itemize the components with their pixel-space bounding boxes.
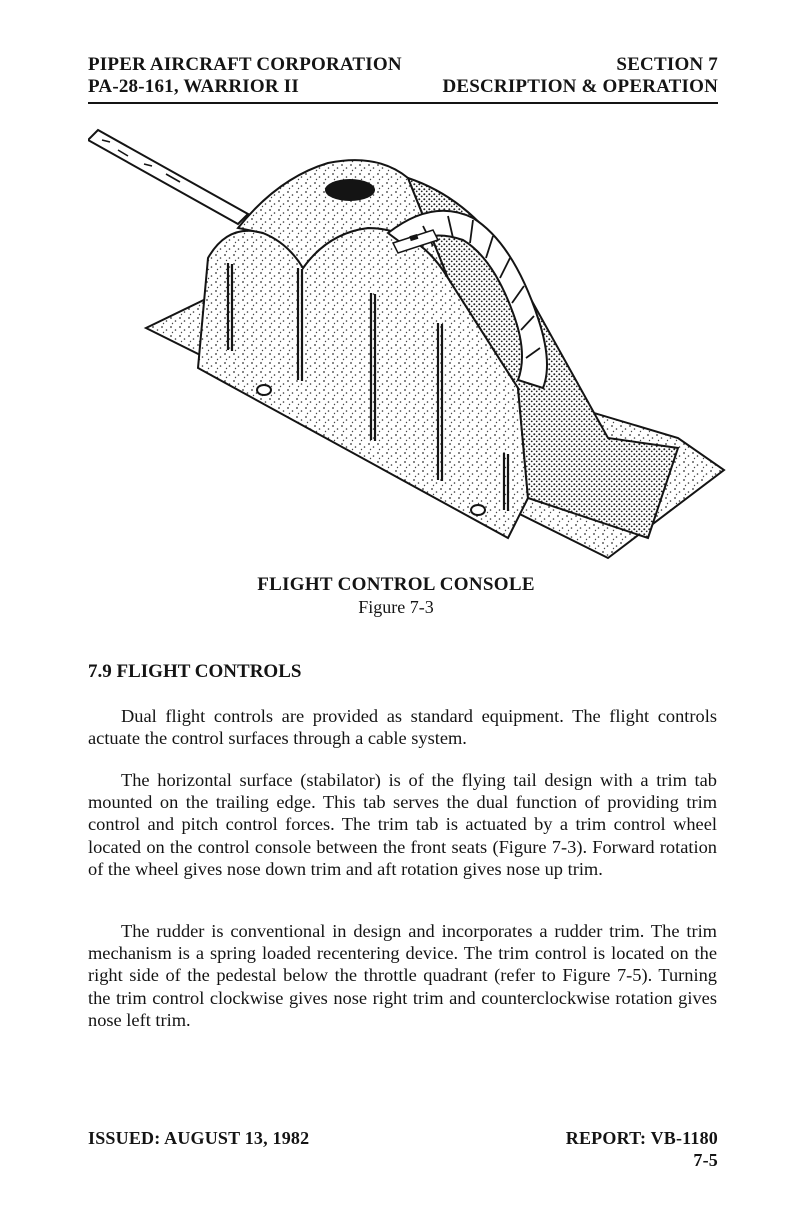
header-model: PA-28-161, WARRIOR II bbox=[88, 76, 299, 97]
control-lever bbox=[88, 130, 248, 224]
figure-title: FLIGHT CONTROL CONSOLE bbox=[257, 574, 535, 595]
screw bbox=[257, 385, 271, 395]
screw bbox=[471, 505, 485, 515]
flight-control-console-illustration bbox=[88, 118, 728, 580]
figure-number: Figure 7-3 bbox=[358, 597, 434, 617]
paragraph: The horizontal surface (stabilator) is of the flying tail design with a trim tab mounted on the trailing edge. This tab serves the dual function of providing trim control and pitch control forces. The trim tab is actuated by a trim control wheel located on the control console between the front seats (Figure 7-3). Forward rotation of the wheel gives nose down trim and aft rotation gives nose up trim. bbox=[88, 770, 717, 879]
header-section-title: DESCRIPTION & OPERATION bbox=[442, 76, 718, 97]
header-company: PIPER AIRCRAFT CORPORATION bbox=[88, 54, 402, 75]
section-heading: 7.9 FLIGHT CONTROLS bbox=[88, 661, 302, 682]
paragraph: The rudder is conventional in design and incorporates a rudder trim. The trim mechanism is a spring loaded recentering device. The trim control is located on the right side of the pedestal below the throttle quadrant (refer to Figure 7-5). Turning the trim control clockwise gives nose right trim and counterclockwise rotation gives nose left trim. bbox=[88, 921, 717, 1030]
footer-issued-date: ISSUED: AUGUST 13, 1982 bbox=[88, 1128, 310, 1148]
header-rule bbox=[88, 102, 718, 104]
footer-page-number: 7-5 bbox=[693, 1150, 718, 1170]
handle-slot bbox=[325, 179, 375, 201]
paragraph: Dual flight controls are provided as standard equipment. The flight controls actuate the control surfaces through a cable system. bbox=[88, 706, 717, 749]
header-section: SECTION 7 bbox=[616, 54, 718, 75]
footer-report-number: REPORT: VB-1180 bbox=[565, 1128, 718, 1148]
